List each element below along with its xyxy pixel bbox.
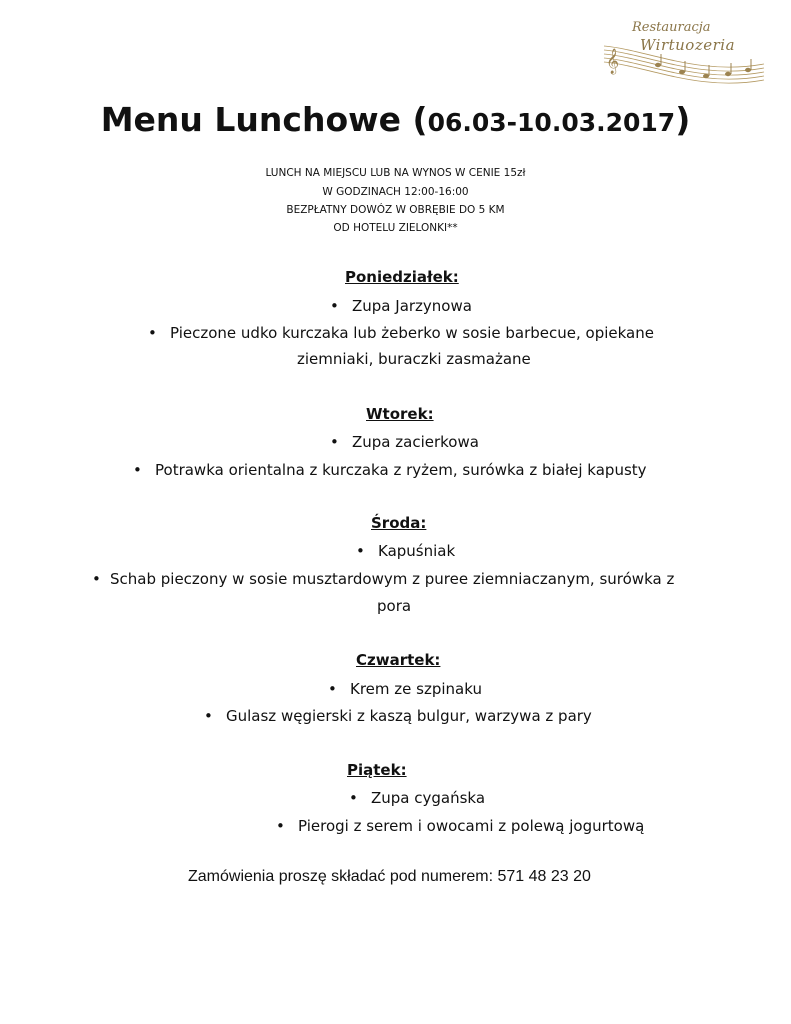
menu-item-text: Kapuśniak (378, 542, 456, 560)
title-close: ) (675, 100, 691, 139)
menu-item (133, 460, 647, 480)
menu-item-continuation: ziemniaki, buraczki zasmażane (297, 350, 531, 368)
menu-item (328, 679, 482, 699)
day-heading-monday: Poniedziałek: (345, 268, 459, 286)
bullet-icon: • (276, 817, 285, 835)
logo-line-wirtuozeria: Wirtuozeria (640, 36, 736, 54)
bullet-icon: • (133, 461, 142, 479)
logo-line-restauracja: Restauracja (632, 20, 711, 35)
bullet-icon: • (92, 570, 101, 588)
info-delivery-area: OD HOTELU ZIELONKI** (333, 222, 458, 234)
menu-item-text: Pieczone udko kurczaka lub żeberko w sosie barbecue, opiekane (170, 324, 654, 342)
menu-item (330, 296, 472, 316)
info-hours: W GODZINACH 12:00-16:00 (322, 186, 469, 198)
bullet-icon: • (328, 680, 337, 698)
menu-item (330, 432, 479, 452)
title-dates: 06.03-10.03.2017 (427, 108, 676, 137)
day-heading-thursday: Czwartek: (356, 651, 441, 669)
menu-item (276, 816, 644, 836)
bullet-icon: • (330, 433, 339, 451)
menu-item (349, 788, 485, 808)
menu-item (356, 541, 455, 561)
title-main: Menu Lunchowe ( (100, 100, 428, 139)
day-heading-tuesday: Wtorek: (366, 405, 434, 423)
bullet-icon: • (356, 542, 365, 560)
bullet-icon: • (330, 297, 339, 315)
info-delivery: BEZPŁATNY DOWÓZ W OBRĘBIE DO 5 KM (286, 204, 505, 216)
svg-text:𝄞: 𝄞 (606, 49, 620, 74)
menu-item (148, 323, 654, 343)
menu-item-text: Zupa cygańska (371, 789, 486, 807)
restaurant-logo (598, 16, 770, 92)
menu-item-continuation: pora (377, 597, 412, 615)
menu-item-text: Krem ze szpinaku (350, 680, 482, 698)
order-phone-note: Zamówienia proszę składać pod numerem: 571 48 23 20 (188, 868, 591, 885)
menu-item-text: Schab pieczony w sosie musztardowym z puree ziemniaczanym, surówka z (110, 570, 675, 588)
day-heading-friday: Piątek: (347, 761, 407, 779)
bullet-icon: • (148, 324, 157, 342)
menu-item (204, 706, 592, 726)
menu-item-text: Zupa Jarzynowa (352, 297, 472, 315)
bullet-icon: • (349, 789, 358, 807)
day-heading-wednesday: Środa: (371, 514, 427, 532)
bullet-icon: • (204, 707, 213, 725)
menu-item-text: Gulasz węgierski z kaszą bulgur, warzywa z pary (226, 707, 592, 725)
menu-item-text: Zupa zacierkowa (352, 433, 479, 451)
page-title (0, 100, 791, 139)
info-price: LUNCH NA MIEJSCU LUB NA WYNOS W CENIE 15zł (265, 167, 526, 179)
menu-item (92, 569, 674, 589)
menu-item-text: Potrawka orientalna z kurczaka z ryżem, surówka z białej kapusty (155, 461, 647, 479)
menu-item-text: Pierogi z serem i owocami z polewą jogurtową (298, 817, 645, 835)
